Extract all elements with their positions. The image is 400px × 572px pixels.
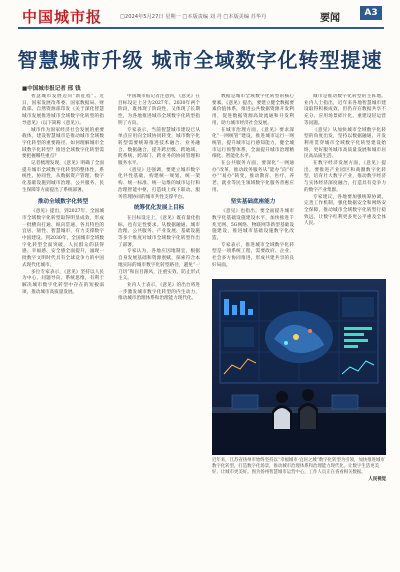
section-name: 要闻	[320, 13, 340, 24]
paragraph: 《意见》从加快城市全域数字化转型的角度出发，坚持以数据融通、开发利用贯穿城市全域数字化转型建设始终，更好服务城市高质量发展和城市居民高品质生活。	[304, 127, 386, 160]
paragraph: 智慧城市发展迈向“新征程”。近日，国家发展改革委、国家数据局、财政部、自然资源部印发《关于深化智慧城市发展推进城市全域数字化转型的指导意见》（以下简称《意见》）。	[22, 94, 104, 126]
paragraph: 专家表示，当前智慧城市建设已从单点应用向全域协同转变，城市数字化转型需要统筹推进技术融合、业务融合、数据融合，提升跨层级、跨地域、跨系统、跨部门、跨业务的协同管理和服务水平。	[118, 127, 200, 167]
paragraph: 专家建议，各地要加强统筹协调，完善工作机制，强化数据安全和网络安全保障，推动城市全域数字化转型行稳致远，让数字红利更多更公平惠及全体人民。	[304, 194, 386, 227]
subheading: 推动全域数字化转型	[37, 198, 89, 205]
byline: ■中国城市报记者 邢 钱	[22, 86, 81, 92]
news-photo	[212, 279, 386, 455]
paragraph: 《意见》提出，到2027年，全国城市全域数字化转型取得明显成效，形成一批横向打通、纵向贯通、各具特色的宜居、韧性、智慧城市，有力支撑数字中国建设。到2030年，全国城市全域数字化转型全面突破，人民群众的获得感、幸福感、安全感全面提升，涌现一批数字文明时代具有全球竞争力的中国式现代化城市。	[22, 209, 104, 268]
subheading: 坚实基础底座能力	[230, 198, 276, 205]
page-number-badge: A3	[360, 6, 382, 20]
paragraph: 多位专家表示，《意见》坚持以人民为中心、问题导向、系统思维，有利于解决城市数字化转型中存在的短板弱项，推动城市高质量发展。	[22, 269, 104, 295]
paragraph: 业内人士表示，《意见》的出台将进一步激发城市数字化转型的内生动力，推动城市治理体系和治理能力现代化。	[118, 282, 200, 302]
paragraph: 数据是城市全域数字化转型的核心要素。《意见》提出，要建立健全数据要素价值体系，推进公共数据资源开发利用，促进数据资源高效流通和开发利用，助力城市经济社会发展。	[212, 94, 294, 126]
issue-meta: □2024年5月27日 星期一 □本版责编 刘 丹 □本版美编 苏华丹	[120, 14, 267, 20]
paragraph: 在目标设定上，《意见》既有量化指标，也有定性要求。从数据融通、城市治理、公共服务、产业发展、基础设施等多个维度对城市全域数字化转型作出了部署。	[118, 215, 200, 248]
masthead	[0, 0, 400, 28]
article-column-2	[118, 94, 200, 559]
photo-illustration	[212, 279, 386, 455]
paragraph: 在城市治理方面，《意见》要求深化“一网统管”建设，推进城市运行一网统管，提升城市运行感知能力，健全城市运行预警体系，全面提升城市治理精细化、智能化水平。	[212, 127, 294, 160]
paragraph: 在公共服务方面，要深化“一网通办”改革，推动政务服务从“能办”向“好办”“易办”转变，推动教育、医疗、养老、就业等民生领域数字化服务普惠应用。	[212, 161, 294, 193]
headline: 智慧城市升级 城市全域数字化转型提速	[17, 48, 383, 72]
article-column-1	[22, 94, 104, 559]
paragraph: 城市作为国家经济社会发展的重要载体，建设智慧城市是推动城市全域数字化转型的重要路径。如何理解城市全域数字化转型？推进全域数字化转型需要把握哪些重点？	[22, 127, 104, 160]
subheading: 统筹优化发展上目标	[133, 205, 185, 212]
paragraph: 在数字经济发展方面，《意见》提出，要推进产业园区和商圈数字化转型，培育壮大数字产业，推动数字经济与实体经济深度融合，打造具有竞争力的数字产业集群。	[304, 161, 386, 193]
article-column-4	[304, 94, 386, 274]
photo-caption	[212, 458, 386, 483]
paragraph: 《意见》也指出，要全面提升城市数字化基础设施建设水平，加快推进千兆光网、5G网络、物联网等新型基础设施建设，推进城市基础设施数字化改造。	[212, 209, 294, 242]
paragraph: 记者梳理发现，《意见》明确了全面提升城市全域数字化转型的整体性、系统性、协同性，从数据资产管理、数字化基础设施到城市治理、公共服务、民生保障等方面提出了系统部署。	[22, 161, 104, 193]
paragraph: 专家认为，各地应因地制宜，根据自身发展基础和资源禀赋，探索符合本地实际的城市数字化转型路径，避免“一刀切”和盲目跟风，注重实效、防止形式主义。	[118, 249, 200, 282]
paragraph: 城市是推动数字化转型的主阵地。业内人士指出，近年来各地智慧城市建设取得积极成效，但仍存在数据共享不充分、应用场景碎片化、重建设轻运营等问题。	[304, 94, 386, 126]
article-column-3	[212, 94, 294, 274]
paragraph: 《意见》还强调，要建立城市数字化共性基础，构建统一规划、统一架构、统一标准、统一运维的城市运行和治理智能中枢，打造线上线下联动、服务管理协同的城市共性支撑平台。	[118, 167, 200, 200]
newspaper-logo: 中国城市报	[22, 8, 103, 26]
paragraph: 中国城市报记者注意到，《意见》在目标设定上分为2027年、2030年两个阶段，既体现了阶段性，又体现了长期性，为各地推进城市全域数字化转型指明了方向。	[118, 94, 200, 126]
paragraph: 专家表示，推进城市全域数字化转型是一项系统工程，需要政府、企业、社会多方协同推进，形成共建共享的良好局面。	[212, 242, 294, 268]
masthead-divider	[18, 27, 384, 29]
caption-text: 近年来，江苏省扬州市始终坚持以“幸福城市·宜居之城”数字化转型为引领，加快推进城市数字化转型，打造数字化场景，推动城市治理体系和治理能力现代化，让数字生活更美好，让城市更美好。图为扬州智慧城市运营中心，工作人员正在查看相关数据。	[212, 458, 385, 476]
photographer-credit: 人民视觉	[368, 476, 386, 482]
